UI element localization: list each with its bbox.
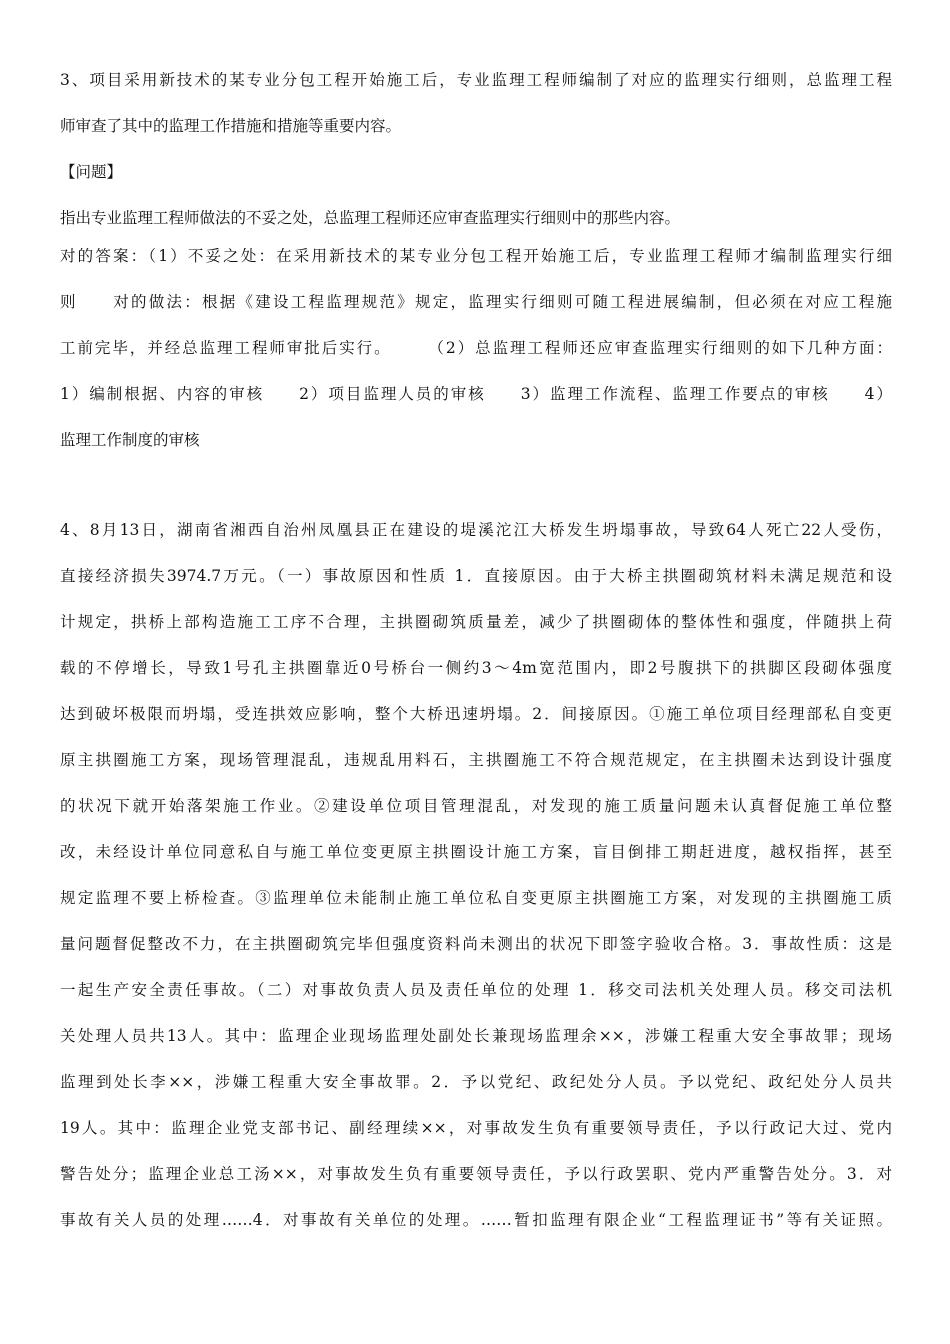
- paragraph-line: 指出专业监理工程师做法的不妥之处，总监理工程师还应审查监理实行细则中的那些内容。: [60, 209, 681, 227]
- paragraph-line: 监理工作制度的审核: [60, 431, 200, 449]
- question-heading: 【问题】: [60, 163, 123, 181]
- paragraph-line: 4、8月13日，湖南省湘西自治州凤凰县正在建设的堤溪沱江大桥发生坍塌事故，导致64人死亡22人受伤，: [60, 521, 892, 539]
- paragraph-line: 规定监理不要上桥检查。③监理单位未能制止施工单位私自变更原主拱圈施工方案，对发现的主拱圈施工质: [60, 889, 892, 907]
- document-page: [60, 68, 892, 1229]
- paragraph-line: 19人。其中：监理企业党支部书记、副经理续××，对事故发生负有重要领导责任，予以行政记大过、党内: [60, 1119, 892, 1137]
- paragraph-line: 关处理人员共13人。其中：监理企业现场监理处副处长兼现场监理余××，涉嫌工程重大安全事故罪；现场: [60, 1027, 892, 1045]
- paragraph-line: 达到破坏极限而坍塌，受连拱效应影响，整个大桥迅速坍塌。2．间接原因。①施工单位项目经理部私自变更: [60, 705, 892, 723]
- paragraph-line: 改，未经设计单位同意私自与施工单位变更原主拱圈设计施工方案，盲目倒排工期赶进度，越权指挥，甚至: [60, 843, 892, 861]
- section-3: [60, 68, 892, 452]
- paragraph-line: 警告处分；监理企业总工汤××，对事故发生负有重要领导责任，予以行政罢职、党内严重警告处分。3．对: [60, 1165, 892, 1183]
- paragraph-line: 量问题督促整改不力，在主拱圈砌筑完毕但强度资料尚未测出的状况下即签字验收合格。3．事故性质：这是: [60, 935, 892, 953]
- paragraph-line: 1）编制根据、内容的审核 2）项目监理人员的审核 3）监理工作流程、监理工作要点的审核 4）: [60, 385, 892, 403]
- paragraph-line: 监理到处长李××，涉嫌工程重大安全事故罪。2．予以党纪、政纪处分人员。予以党纪、政纪处分人员共: [60, 1073, 892, 1091]
- paragraph-line: 工前完毕，并经总监理工程师审批后实行。 （2）总监理工程师还应审查监理实行细则的如下几种方面：: [60, 339, 892, 357]
- paragraph-line: 3、项目采用新技术的某专业分包工程开始施工后，专业监理工程师编制了对应的监理实行细则，总监理工程: [60, 71, 892, 89]
- paragraph-line: 载的不停增长，导致1号孔主拱圈靠近0号桥台一侧约3～4m宽范围内，即2号腹拱下的拱脚区段砌体强度: [60, 659, 892, 677]
- paragraph-line: 师审查了其中的监理工作措施和措施等重要内容。: [60, 117, 402, 135]
- paragraph-line: 一起生产安全责任事故。（二）对事故负责人员及责任单位的处理 1．移交司法机关处理人员。移交司法机: [60, 981, 892, 999]
- section-4: [60, 518, 892, 1254]
- paragraph-line: 对的答案：（1）不妥之处：在采用新技术的某专业分包工程开始施工后，专业监理工程师才编制监理实行细: [60, 247, 892, 265]
- paragraph-line: 事故有关人员的处理……4．对事故有关单位的处理。……暂扣监理有限企业“工程监理证书”等有关证照。: [60, 1211, 892, 1229]
- paragraph-line: 的状况下就开始落架施工作业。②建设单位项目管理混乱，对发现的施工质量问题未认真督促施工单位整: [60, 797, 892, 815]
- paragraph-line: 则 对的做法：根据《建设工程监理规范》规定，监理实行细则可随工程进展编制，但必须在对应工程施: [60, 293, 892, 311]
- paragraph-line: 直接经济损失3974.7万元。（一）事故原因和性质 1．直接原因。由于大桥主拱圈砌筑材料未满足规范和设: [60, 567, 892, 585]
- paragraph-line: 计规定，拱桥上部构造施工工序不合理，主拱圈砌筑质量差，减少了拱圈砌体的整体性和强度，伴随拱上荷: [60, 613, 892, 631]
- paragraph-line: 原主拱圈施工方案，现场管理混乱，违规乱用料石，主拱圈施工不符合规范规定，在主拱圈未达到设计强度: [60, 751, 892, 769]
